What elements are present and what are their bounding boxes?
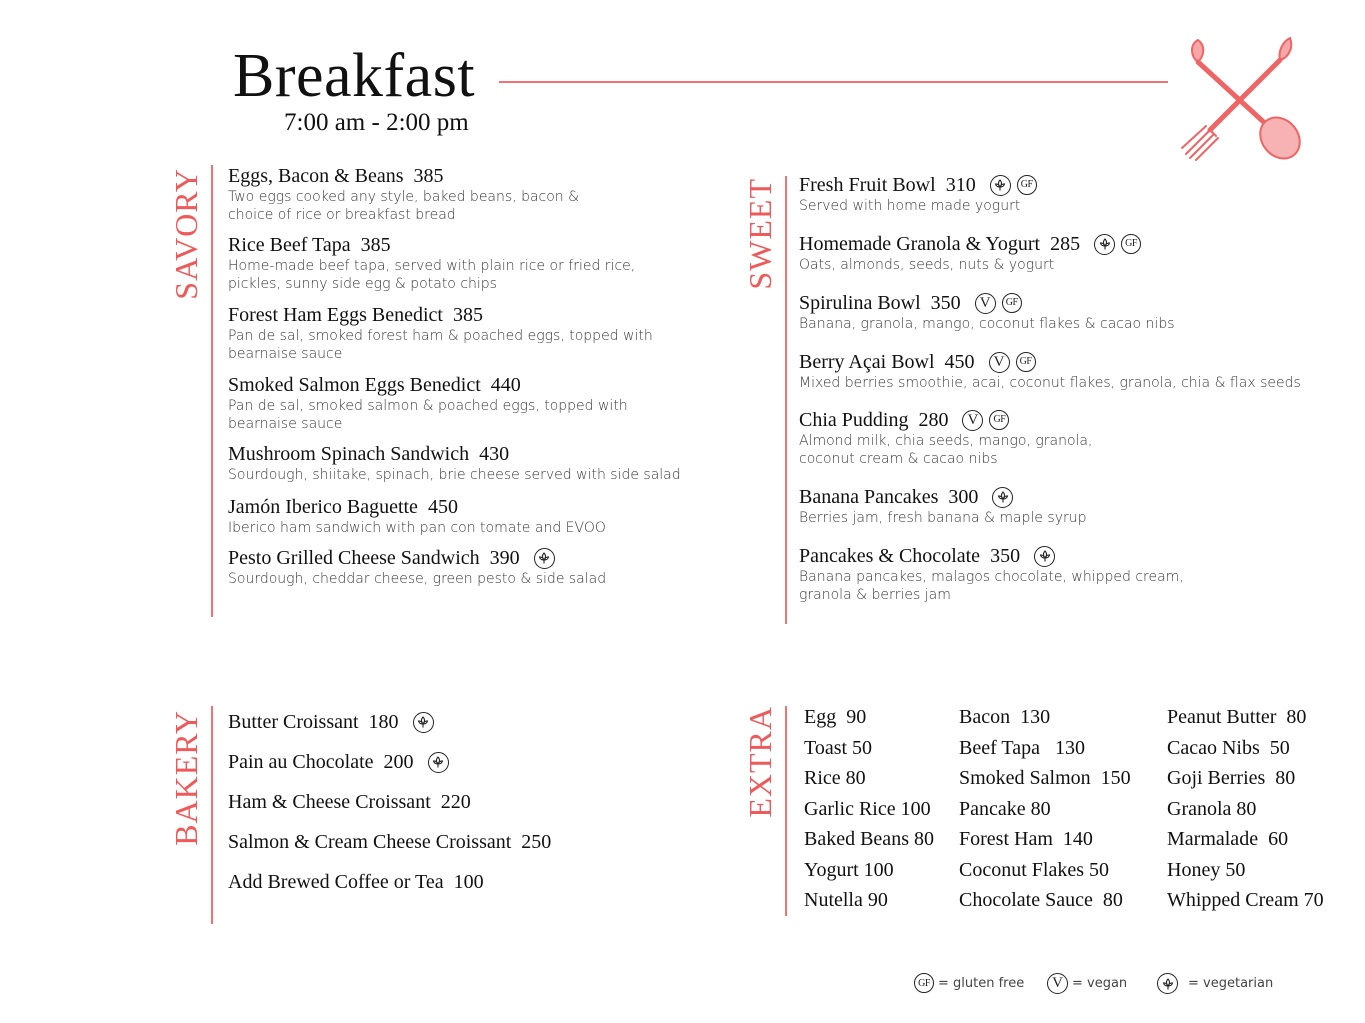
menu-item-title [799,408,1092,432]
menu-item-description: Sourdough, cheddar cheese, green pesto & side salad [228,571,607,587]
extra-item: Egg 90 [804,706,867,728]
menu-item-price: 300 [948,486,979,508]
menu-item-description: Home-made beef tapa, served with plain rice or fried rice, [228,258,636,274]
menu-item-description: bearnaise sauce [228,346,343,362]
menu-item-price: 385 [413,165,444,187]
extra-item: Coconut Flakes 50 [959,858,1109,881]
menu-item-price: 285 [1050,233,1081,255]
extra-column-1 [804,702,934,916]
menu-item-description: Two eggs cooked any style, baked beans, bacon & [228,189,580,205]
gluten-free-icon: GF [989,410,1009,430]
extra-item: Marmalade 60 [1167,828,1289,850]
menu-item-title [799,350,1301,374]
menu-item [228,233,635,293]
extra-item: Beef Tapa 130 [959,736,1085,759]
extra-item: Chocolate Sauce 80 [959,889,1123,911]
extra-item: Honey 50 [1167,858,1246,881]
extra-item: Whipped Cream 70 [1167,889,1324,911]
bakery-item [228,870,484,894]
extra-item: Peanut Butter 80 [1167,706,1307,728]
menu-hours: 7:00 am - 2:00 pm [284,109,469,136]
menu-item-price: 350 [930,292,961,314]
menu-item-name: Mushroom Spinach Sandwich [228,443,470,465]
header-divider [499,81,1168,83]
menu-title: Breakfast [233,42,476,110]
menu-item-name: Rice Beef Tapa [228,234,351,256]
menu-item-price: 350 [990,545,1021,567]
section-label-savory: SAVORY [168,168,204,300]
menu-item [799,485,1087,527]
menu-item-price: 220 [440,791,471,813]
menu-item-price: 390 [489,547,520,569]
menu-item-title [228,373,628,397]
extra-item: Baked Beans 80 [804,828,934,850]
menu-item-title [228,233,635,257]
legend-vegetarian [1157,973,1273,994]
vegetarian-icon [992,487,1013,508]
menu-item-name: Eggs, Bacon & Beans [228,165,404,187]
vegan-icon: V [975,293,996,314]
legend-label: = vegan [1072,976,1128,991]
menu-item [799,544,1184,604]
menu-item-title [228,164,579,188]
gluten-free-icon: GF [1002,293,1022,313]
extra-item: Nutella 90 [804,889,888,911]
menu-item-name: Forest Ham Eggs Benedict [228,304,443,326]
menu-item-name: Chia Pudding [799,409,909,431]
menu-item-description: Pan de sal, smoked forest ham & poached eggs, topped with [228,328,653,344]
menu-item-name: Smoked Salmon Eggs Benedict [228,374,481,396]
menu-item [799,173,1037,215]
vegetarian-icon [428,752,449,773]
section-label-extra: EXTRA [742,706,778,818]
extra-item: Pancake 80 [959,797,1051,820]
menu-item [228,546,606,588]
extra-item: Goji Berries 80 [1167,767,1296,789]
menu-item-description: coconut cream & cacao nibs [799,451,998,467]
menu-item-price: 385 [452,304,483,326]
extra-item: Garlic Rice 100 [804,797,931,820]
sweet-divider [785,176,787,624]
extra-divider [785,706,787,916]
gluten-free-icon: GF [914,973,934,993]
extra-item: Smoked Salmon 150 [959,767,1131,789]
menu-item-title [228,546,606,570]
menu-item-description: choice of rice or breakfast bread [228,207,456,223]
menu-item-description: Mixed berries smoothie, acai, coconut flakes, granola, chia & flax seeds [799,375,1301,391]
gluten-free-icon: GF [1016,352,1036,372]
menu-item-price: 250 [521,831,552,853]
dietary-badges [992,487,1013,508]
menu-item-name: Butter Croissant [228,711,359,733]
menu-item [799,232,1141,274]
menu-item-title [799,291,1175,315]
menu-item-description: Banana, granola, mango, coconut flakes & cacao nibs [799,316,1175,332]
menu-item-description: bearnaise sauce [228,416,343,432]
dietary-badges [1094,234,1141,255]
legend-label: = gluten free [938,975,1025,991]
menu-item-title [799,485,1087,509]
menu-item-price: 440 [490,374,521,396]
menu-item-title [799,232,1141,256]
bakery-item [228,830,551,854]
menu-item-name: Spirulina Bowl [799,292,921,314]
dietary-badges [990,175,1037,196]
menu-item-price: 310 [945,174,976,196]
menu-item-price: 180 [368,711,399,733]
gluten-free-icon: GF [1017,175,1037,195]
menu-item-title [799,544,1184,568]
vegan-icon: V [962,410,983,431]
menu-item-price: 200 [383,751,414,773]
menu-item-price: 430 [479,443,510,465]
dietary-badges [975,293,1022,314]
menu-item-name: Fresh Fruit Bowl [799,174,936,196]
dietary-badges [1034,546,1055,567]
menu-item-title [228,303,653,327]
menu-item-name: Banana Pancakes [799,486,939,508]
legend-label: = vegetarian [1188,976,1274,991]
menu-item-description: Iberico ham sandwich with pan con tomate and EVOO [228,520,606,536]
vegetarian-icon [1034,546,1055,567]
extra-item: Toast 50 [804,736,873,759]
dietary-badges [962,410,1009,431]
menu-item-description: Banana pancakes, malagos chocolate, whipped cream, [799,569,1184,585]
extra-column-2 [959,702,1131,916]
gluten-free-icon: GF [1121,234,1141,254]
vegetarian-icon [1157,973,1178,994]
menu-item-name: Homemade Granola & Yogurt [799,233,1041,255]
extra-item: Rice 80 [804,767,866,789]
legend-vegan [1047,973,1127,994]
section-label-bakery: BAKERY [168,710,204,846]
vegetarian-icon [990,175,1011,196]
section-label-sweet: SWEET [742,178,778,290]
extra-item: Cacao Nibs 50 [1167,736,1290,759]
menu-item-description: pickles, sunny side egg & potato chips [228,276,497,292]
menu-item-price: 100 [453,871,484,893]
extra-item: Yogurt 100 [804,858,894,881]
bakery-item [228,750,449,774]
menu-item-name: Berry Açai Bowl [799,351,935,373]
bakery-item [228,710,434,734]
savory-divider [211,165,213,617]
menu-item-description: granola & berries jam [799,587,951,603]
menu-item-description: Almond milk, chia seeds, mango, granola, [799,433,1093,449]
menu-item-name: Pesto Grilled Cheese Sandwich [228,547,480,569]
extra-item: Forest Ham 140 [959,828,1093,850]
extra-item: Granola 80 [1167,797,1257,820]
menu-item-price: 280 [918,409,949,431]
vegan-icon: V [989,352,1010,373]
dietary-badges [534,548,555,569]
menu-item-name: Pancakes & Chocolate [799,545,981,567]
extra-item: Bacon 130 [959,706,1051,728]
menu-item-name: Jamón Iberico Baguette [228,496,418,518]
extra-column-3 [1167,702,1324,916]
menu-item-name: Ham & Cheese Croissant [228,791,431,813]
bakery-item [228,790,471,814]
menu-item-price: 450 [944,351,975,373]
menu-item-description: Served with home made yogurt [799,198,1021,214]
menu-item [799,408,1092,468]
bakery-divider [211,706,213,924]
menu-item-description: Pan de sal, smoked salmon & poached eggs, topped with [228,398,628,414]
crossed-fork-spoon-icon [1176,34,1316,162]
menu-item-name: Add Brewed Coffee or Tea [228,871,444,893]
menu-item [799,291,1175,333]
menu-item-title [228,442,681,466]
vegan-icon: V [1047,973,1068,994]
menu-item [228,495,606,537]
dietary-badges [413,712,434,733]
menu-item-name: Pain au Chocolate [228,751,374,773]
menu-item-title [228,495,606,519]
menu-item-title [799,173,1037,197]
menu-item [228,164,579,224]
menu-item [799,350,1301,392]
menu-item-description: Sourdough, shiitake, spinach, brie cheese served with side salad [228,467,681,483]
menu-item-price: 450 [427,496,458,518]
menu-item-description: Berries jam, fresh banana & maple syrup [799,510,1087,526]
dietary-badges [428,752,449,773]
menu-item-price: 385 [360,234,391,256]
menu-item [228,373,628,433]
legend-gluten-free [914,973,1024,993]
menu-item [228,303,653,363]
vegetarian-icon [1094,234,1115,255]
vegetarian-icon [413,712,434,733]
vegetarian-icon [534,548,555,569]
menu-item-description: Oats, almonds, seeds, nuts & yogurt [799,257,1055,273]
menu-item [228,442,681,484]
dietary-badges [989,352,1036,373]
menu-item-name: Salmon & Cream Cheese Croissant [228,831,512,853]
